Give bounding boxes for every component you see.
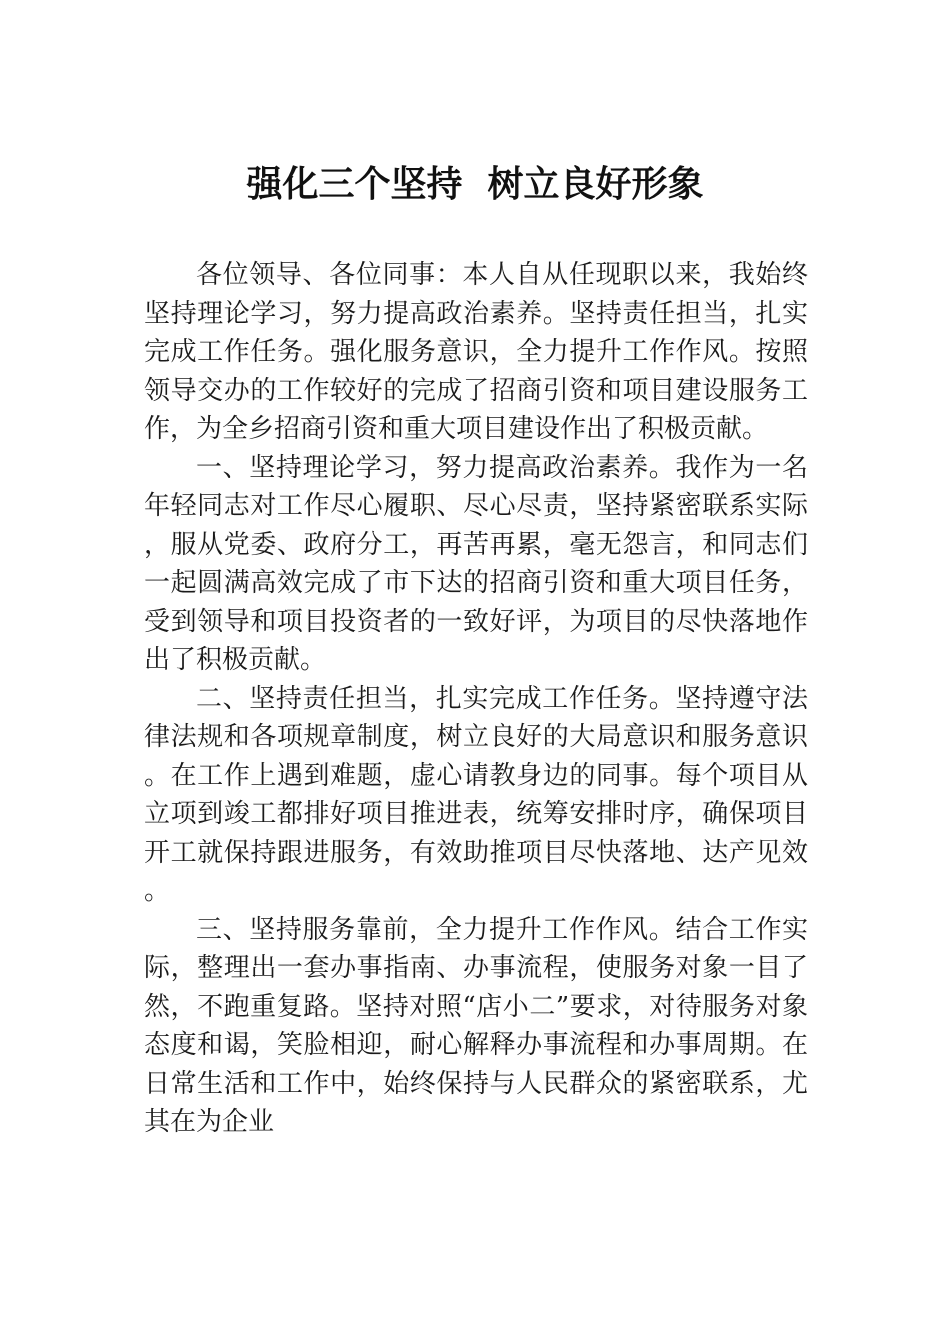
section-two-paragraph: 二、坚持责任担当，扎实完成工作任务。坚持遵守法律法规和各项规章制度，树立良好的大局意识和服务意识。在工作上遇到难题，虚心请教身边的同事。每个项目从立项到竣工都排好项目推进表，统筹安排时序，确保项目开工就保持跟进服务，有效助推项目尽快落地、达产见效。 <box>144 683 808 906</box>
intro-paragraph: 各位领导、各位同事：本人自从任现职以来，我始终坚持理论学习，努力提高政治素养。坚持责任担当，扎实完成工作任务。强化服务意识，全力提升工作作风。按照领导交办的工作较好的完成了招商引资和项目建设服务工作，为全乡招商引资和重大项目建设作出了积极贡献。 <box>144 260 808 444</box>
document-title: 强化三个坚持 树立良好形象 <box>246 163 704 205</box>
section-three-paragraph: 三、坚持服务靠前，全力提升工作作风。结合工作实际，整理出一套办事指南、办事流程，使服务对象一目了然，不跑重复路。坚持对照“店小二”要求，对待服务对象态度和谒，笑脸相迎，耐心解释办事流程和办事周期。在日常生活和工作中，始终保持与人民群众的紧密联系，尤其在为企业 <box>144 914 808 1137</box>
section-one-paragraph: 一、坚持理论学习，努力提高政治素养。我作为一名年轻同志对工作尽心履职、尽心尽责，坚持紧密联系实际，服从党委、政府分工，再苦再累，毫无怨言，和同志们一起圆满高效完成了市下达的招商引资和重大项目任务，受到领导和项目投资者的一致好评，为项目的尽快落地作出了积极贡献。 <box>144 452 808 675</box>
document-body <box>144 256 808 1142</box>
